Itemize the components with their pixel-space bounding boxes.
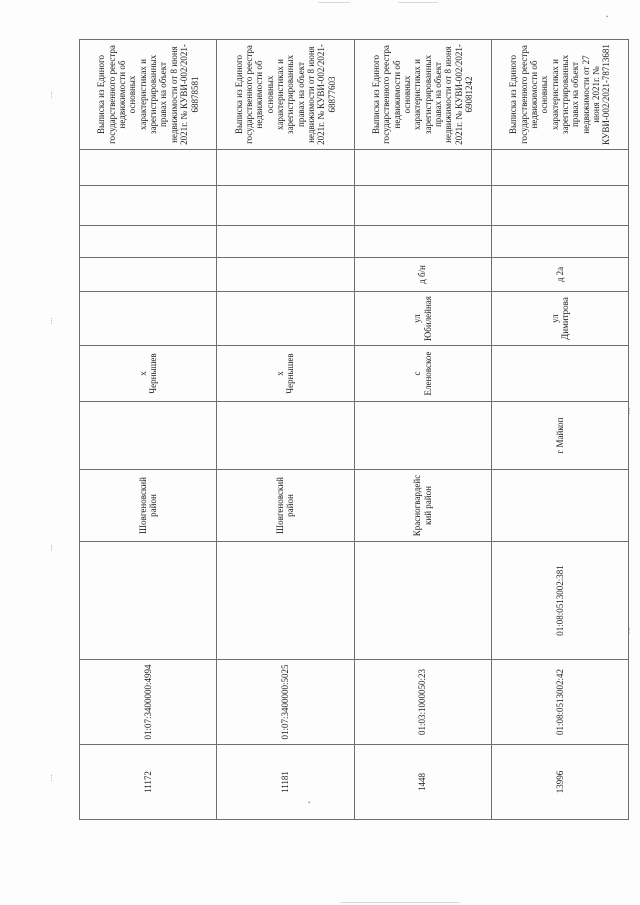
- settlement-cell: х Чернышев: [217, 346, 354, 402]
- city-cell: [217, 402, 354, 470]
- empty-cell: [80, 150, 217, 186]
- parent-cadastral-number: [354, 542, 491, 660]
- cadastral-number: 01:07:3400000:4994: [80, 660, 217, 745]
- basis-cell: Выписка из Единого государственного реестра недвижимости об основных характеристиках и зарегистрированных правах на объект недвижимости от 8 июня 2021г. № КУВИ-002/2021-68877603: [217, 40, 354, 150]
- empty-cell: [217, 150, 354, 186]
- house-cell: д 2а: [491, 258, 628, 292]
- city-cell: [354, 402, 491, 470]
- table-row: [354, 40, 491, 820]
- table-row: [217, 40, 354, 820]
- street-cell: ул Юбилейная: [354, 292, 491, 346]
- row-number: 1448: [354, 745, 491, 820]
- city-cell: [80, 402, 217, 470]
- house-cell: д б/н: [354, 258, 491, 292]
- scan-speck: •: [606, 13, 609, 21]
- empty-cell: [354, 150, 491, 186]
- empty-cell: [491, 186, 628, 226]
- empty-cell: [80, 226, 217, 258]
- city-cell: г Майкоп: [491, 402, 628, 470]
- scan-speck: ⋮: [48, 544, 55, 552]
- house-cell: [80, 258, 217, 292]
- row-number: 11181: [217, 745, 354, 820]
- parent-cadastral-number: [217, 542, 354, 660]
- parent-cadastral-number: 01:08:0513002:381: [491, 542, 628, 660]
- scan-speck: ⋮: [626, 627, 633, 635]
- district-cell: Шовгеновский район: [80, 470, 217, 542]
- house-cell: [217, 258, 354, 292]
- scan-mark: [318, 2, 350, 3]
- registry-table-wrap: [79, 40, 629, 820]
- empty-cell: [217, 186, 354, 226]
- empty-cell: [217, 226, 354, 258]
- empty-cell: [80, 186, 217, 226]
- scan-speck: ⋮: [48, 317, 55, 325]
- district-cell: Красногвардейский район: [354, 470, 491, 542]
- basis-cell: Выписка из Единого государственного реестра недвижимости об основных характеристиках и зарегистрированных правах на объект недвижимости от 27 июня 2021г. № КУВИ-002/2021-78713681: [491, 40, 628, 150]
- street-cell: [80, 292, 217, 346]
- scan-speck: ⋮: [48, 91, 55, 99]
- parent-cadastral-number: [80, 542, 217, 660]
- basis-cell: Выписка из Единого государственного реестра недвижимости об основных характеристиках и зарегистрированных правах на объект недвижимости от 8 июня 2021г. № КУВИ-002/2021-69081242: [354, 40, 491, 150]
- row-number: 13996: [491, 745, 628, 820]
- empty-cell: [354, 226, 491, 258]
- scan-speck: ⋮: [48, 774, 55, 782]
- cadastral-number: 01:03:1000050:23: [354, 660, 491, 745]
- cadastral-number: 01:08:0513002:42: [491, 660, 628, 745]
- table-row: [491, 40, 628, 820]
- district-cell: [491, 470, 628, 542]
- row-number: 11172: [80, 745, 217, 820]
- scan-mark: [398, 2, 438, 3]
- scan-mark: [340, 902, 460, 903]
- settlement-cell: [491, 346, 628, 402]
- settlement-cell: с Еленовское: [354, 346, 491, 402]
- cadastral-number: 01:07:3400000:5025: [217, 660, 354, 745]
- table-row: [80, 40, 217, 820]
- street-cell: [217, 292, 354, 346]
- street-cell: ул Димитрова: [491, 292, 628, 346]
- scan-speck: •: [308, 799, 311, 807]
- empty-cell: [491, 226, 628, 258]
- registry-table: [79, 39, 629, 820]
- scan-speck: ⋮: [626, 407, 633, 415]
- empty-cell: [354, 186, 491, 226]
- settlement-cell: х Чернышев: [80, 346, 217, 402]
- empty-cell: [491, 150, 628, 186]
- district-cell: Шовгеновский район: [217, 470, 354, 542]
- basis-cell: Выписка из Единого государственного реестра недвижимости об основных характеристиках и зарегистрированных правах на объект недвижимости от 8 июня 2021г. № КУВИ-002/2021-68878581: [80, 40, 217, 150]
